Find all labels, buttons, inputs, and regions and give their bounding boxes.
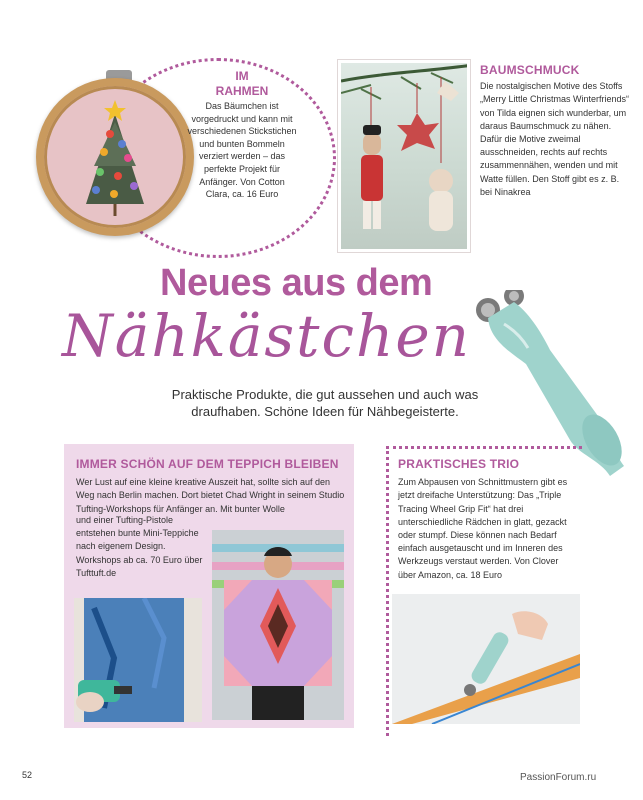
ornament-caption: [480, 64, 630, 199]
ornament-body: Die nostalgischen Motive des Stoffs „Merry Little Christmas Winterfriends“ von Tilda eignen sich wunderbar, um daraus Baumschmuck zu nähen. Dafür die Motive zweimal ausschneiden, rechts auf rechts zusammennähen, wenden und mit Watte füllen. Den Stoff gibt es z. B. bei Ninakrea: [480, 81, 630, 197]
christmas-tree-embroidery: [44, 86, 186, 228]
rug-photo: [212, 530, 344, 720]
tufting-heading: IMMER SCHÖN AUF DEM TEPPICH BLEIBEN: [76, 457, 339, 471]
hoop-body: Das Bäumchen ist vorgedruckt und kann mit verschiedenen Stickstichen und bunten Bommeln verziert werden – das perfekte Projekt für Anfänger. Von Cotton Clara, ca. 16 Euro: [187, 101, 297, 200]
trio-body: Zum Abpausen von Schnittmustern gibt es jetzt dreifache Unterstützung: Das „Triple Tracing Wheel Grip Fit“ hat drei unterschiedliche Rädchen in glatt, gezackt oder stumpf. Diese können nach Bedarf einfach ausgetauscht und im Inneren des Werkzeugs verstaut werden. Von Clover über Amazon, ca. 18 Euro: [398, 477, 568, 580]
page-number: 52: [22, 770, 33, 780]
tufting-body-narrow: und einer Tufting-Pistole entstehen bunte Mini-Teppiche nach eigenem Design. Workshops ab ca. 70 Euro über Tufttuft.de: [76, 515, 203, 578]
hoop-caption: [186, 70, 298, 201]
trio-heading: PRAKTISCHES TRIO: [398, 457, 520, 471]
trio-usage-photo: [392, 594, 580, 724]
ornament-heading: BAUMSCHMUCK: [480, 63, 580, 77]
trio-caption: [398, 458, 578, 582]
page-subtitle: Praktische Produkte, die gut aussehen und auch was draufhaben. Schöne Ideen für Nähbegeisterte.: [171, 387, 479, 419]
hoop-heading-line2: RAHMEN: [215, 84, 269, 98]
tufting-photo: [74, 598, 202, 722]
page-title-script: Nähkästchen: [62, 302, 471, 370]
page-title: Neues aus dem: [160, 262, 433, 304]
embroidery-hoop-illustration: [36, 78, 194, 236]
tufting-caption: [76, 458, 346, 516]
ornaments-photo: [338, 60, 470, 252]
hoop-heading-line1: IM: [235, 69, 249, 83]
watermark: PassionForum.ru: [520, 772, 597, 783]
tufting-body-wide: Wer Lust auf eine kleine kreative Auszeit hat, sollte sich auf den Weg nach Berlin machen. Dort bietet Chad Wright in seinem Studio Tufting-Workshops für Anfänger an. Mit bunter Wolle: [76, 477, 345, 514]
